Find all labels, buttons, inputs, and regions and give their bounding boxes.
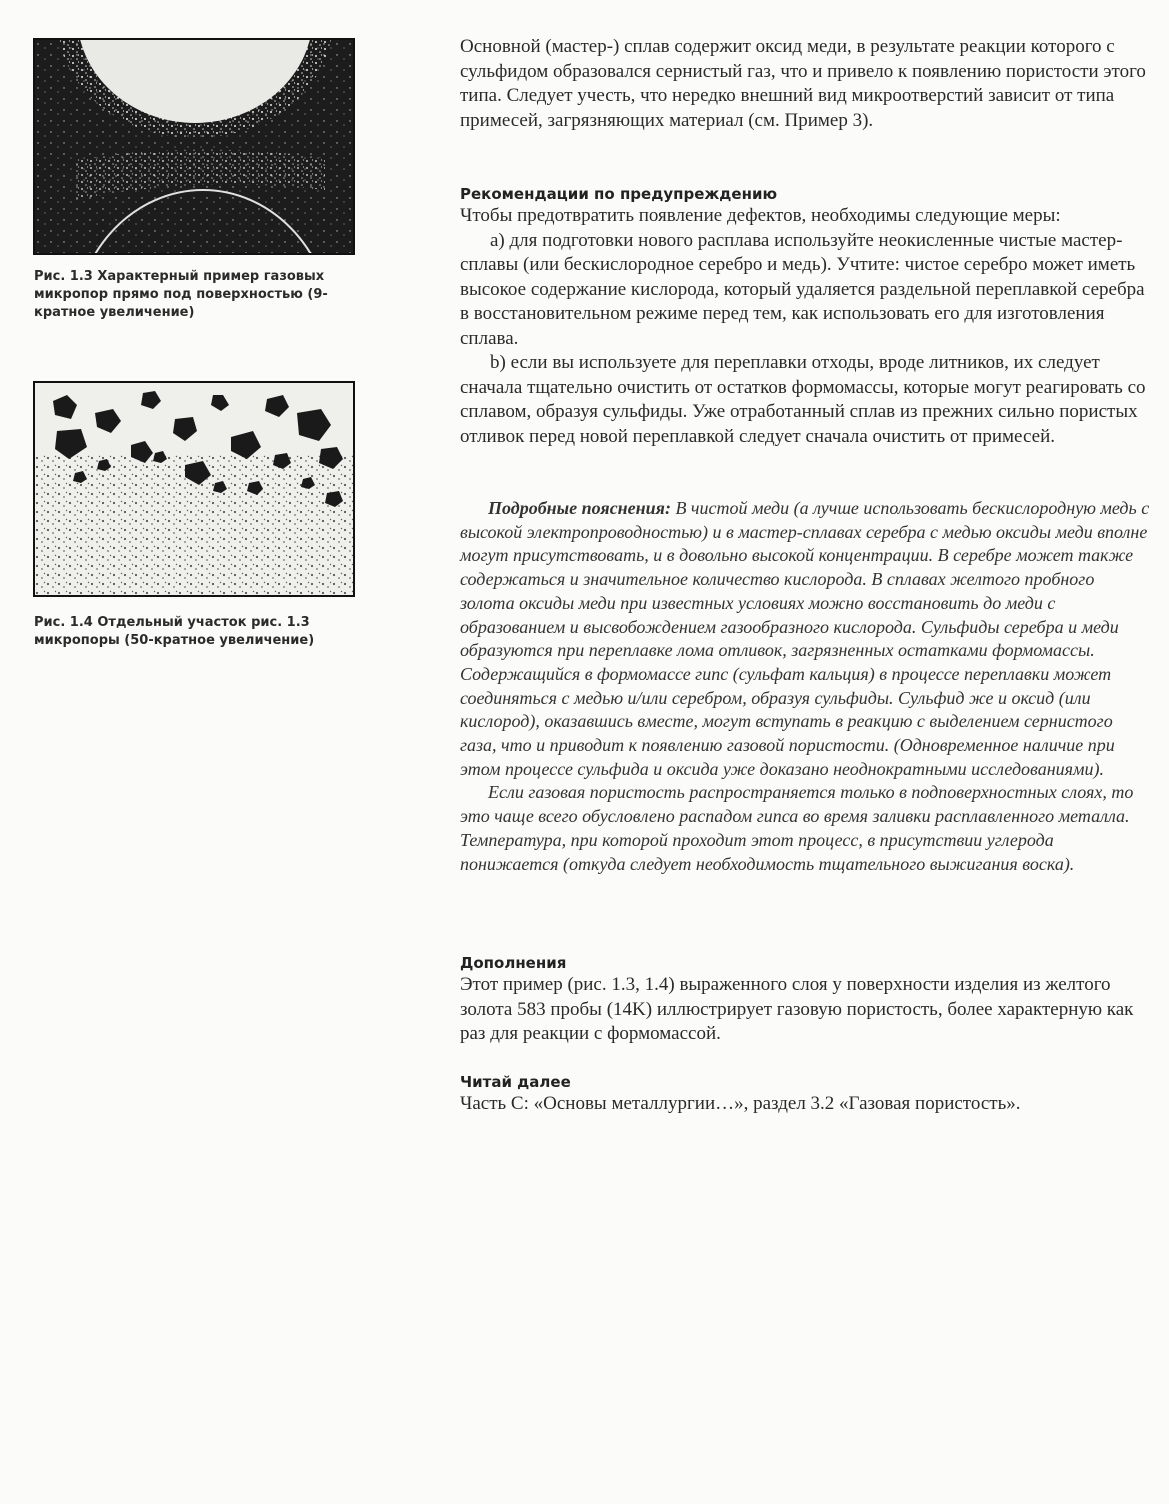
recommendations-lead: Чтобы предотвратить появление дефектов, необходимы следующие меры: (460, 205, 1061, 226)
details-paragraph-2: Если газовая пористость распространяется только в подповерхностных слоях, то это чаще всего обусловлено распадом гипса во время заливки расплавленного металла. Температура, при которой проходит этот процесс, в присутствии углерода понижается (откуда следует необходимость тщательного выжигания воска). (460, 782, 1134, 874)
additions-paragraph: Этот пример (рис. 1.3, 1.4) выраженного слоя у поверхности изделия из желтого золота 583 пробы (14K) иллюстрирует газовую пористость, более характерную как раз для реакции с формомассой. (460, 974, 1134, 1044)
figure-1-3-caption: Рис. 1.3 Характерный пример газовых микропор прямо под поверхностью (9-кратное увеличение) (34, 269, 328, 320)
micrograph-1-4-image (35, 383, 353, 595)
recommendations-section (460, 184, 1150, 449)
details-lead: Подробные пояснения: (488, 498, 671, 518)
read-more-section (460, 1072, 1150, 1117)
micrograph-figure-1-4 (33, 381, 355, 597)
micrograph-1-3-image (35, 40, 353, 253)
additions-section (460, 953, 1150, 1047)
additions-heading: Дополнения (460, 954, 567, 972)
read-more-heading: Читай далее (460, 1073, 571, 1091)
recommendation-item-b: b) если вы используете для переплавки отходы, вроде литников, их следует сначала тщательно очистить от остатков формомассы, которые могут реагировать со сплавом, образуя сульфиды. Уже отработанный сплав из прежних сильно пористых отливок перед новой переплавкой следует сначала очистить от примесей. (460, 352, 1146, 447)
figure-1-4-caption: Рис. 1.4 Отдельный участок рис. 1.3 микропоры (50-кратное увеличение) (34, 615, 315, 648)
recommendation-item-a: а) для подготовки нового расплава используйте неокисленные чистые мастер-сплавы (или бескислородное серебро и медь). Учтите: чистое серебро может иметь высокое содержание кислорода, который удаляется раздельной переплавкой серебра в восстановительном режиме перед тем, как использовать его для изготовления сплава. (460, 229, 1145, 349)
micrograph-figure-1-3 (33, 38, 355, 255)
details-paragraph-1 (460, 497, 1150, 781)
recommendations-heading: Рекомендации по предупреждению (460, 185, 778, 203)
intro-paragraph: Основной (мастер-) сплав содержит оксид меди, в результате реакции которого с сульфидом образовался сернистый газ, что и привело к появлению пористости этого типа. Следует учесть, что нередко внешний вид микроотверстий зависит от типа примесей, загрязняющих материал (см. Пример 3). (460, 36, 1146, 131)
intro-section (460, 35, 1150, 133)
read-more-paragraph: Часть С: «Основы металлургии…», раздел 3.2 «Газовая пористость». (460, 1093, 1021, 1114)
details-paragraph-1-text: В чистой меди (а лучше использовать бескислородную медь с высокой электропроводностью) и в мастер-сплавах серебра с медью оксиды меди вполне могут присутствовать, и в довольно высокой концентрации. В серебре может также содержаться и значительное количество кислорода. В сплавах желтого пробного золота оксиды меди при известных условиях можно восстановить до меди с образованием и высвобождением газообразного кислорода. Сульфиды серебра и меди образуются при переплавке лома отливок, загрязненных остатками формомассы. Содержащийся в формомассе гипс (сульфат кальция) в процессе переплавки может соединяться с медью и/или серебром, образуя сульфиды. Сульфид же и оксид (или кислород), оказавшись вместе, могут вступать в реакцию с выделением сернистого газа, что и приводит к появлению газовой пористости. (Одновременное наличие при этом процессе сульфида и оксида уже доказано неоднократными исследованиями). (460, 498, 1150, 779)
details-section (460, 497, 1150, 876)
